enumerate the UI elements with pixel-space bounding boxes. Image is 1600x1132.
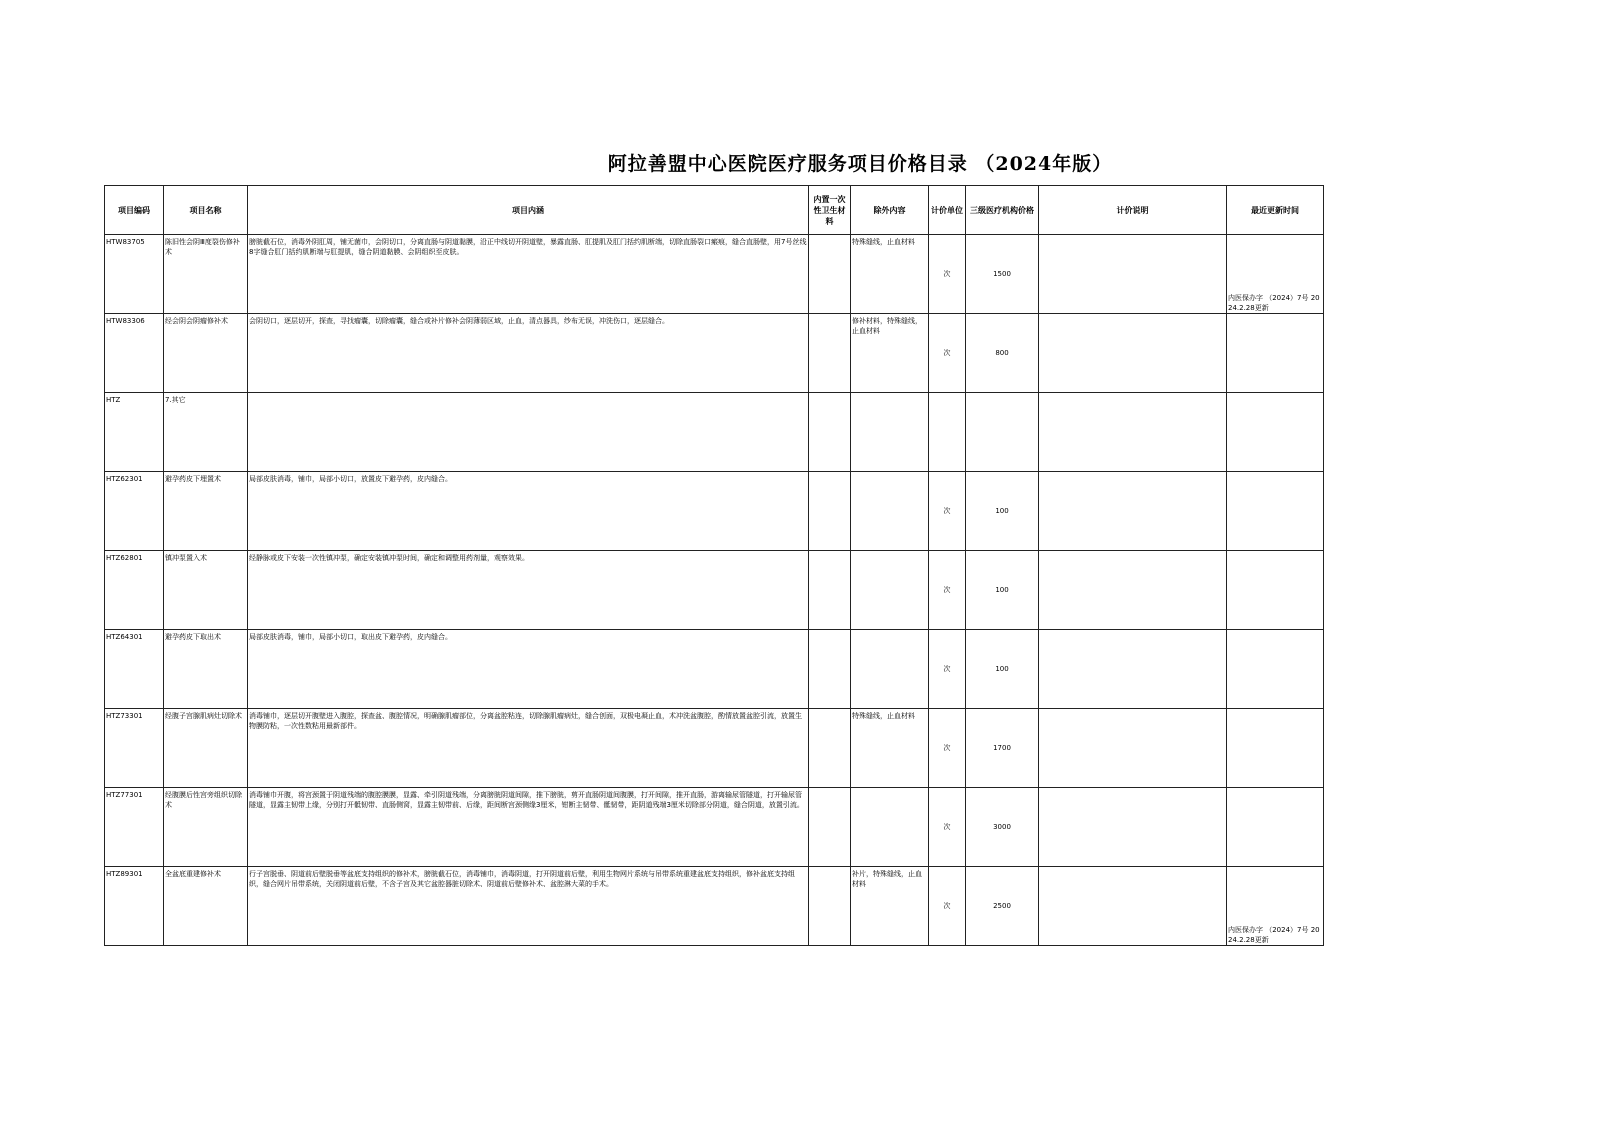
cell-price: 100 — [966, 472, 1039, 551]
cell-disposable — [809, 867, 851, 946]
header-content: 项目内涵 — [248, 186, 809, 235]
table-row — [105, 630, 1324, 709]
header-updated: 最近更新时间 — [1227, 186, 1324, 235]
header-code: 项目编码 — [105, 186, 164, 235]
cell-name: 镇冲泵置入术 — [164, 551, 248, 630]
header-price: 三级医疗机构价格 — [966, 186, 1039, 235]
cell-note — [1039, 472, 1227, 551]
cell-content: 局部皮肤消毒，铺巾，局部小切口，取出皮下避孕药，皮内缝合。 — [248, 630, 809, 709]
header-disposable: 内置一次性卫生材料 — [809, 186, 851, 235]
cell-disposable — [809, 551, 851, 630]
cell-name: 陈旧性会阴Ⅲ度裂伤修补术 — [164, 235, 248, 314]
cell-price: 1500 — [966, 235, 1039, 314]
cell-note — [1039, 393, 1227, 472]
cell-code: HTZ — [105, 393, 164, 472]
header-note: 计价说明 — [1039, 186, 1227, 235]
cell-updated — [1227, 551, 1324, 630]
cell-updated — [1227, 630, 1324, 709]
cell-content: 消毒铺巾，逐层切开腹壁进入腹腔，探查盆、腹腔情况，明确腺肌瘤部位，分离盆腔粘连，切除腺肌瘤病灶，缝合创面，双极电凝止血，术冲洗盆腹腔，酌情放置盆腔引流，放置生物膜防粘，一次性数粘用最新部件。 — [248, 709, 809, 788]
cell-unit: 次 — [929, 235, 966, 314]
cell-note — [1039, 314, 1227, 393]
cell-code: HTZ73301 — [105, 709, 164, 788]
cell-name: 经会阴会阴瘤修补术 — [164, 314, 248, 393]
cell-content: 经静脉或皮下安装一次性镇冲泵，确定安装镇冲泵时间，确定和调整用药剂量，观察效果。 — [248, 551, 809, 630]
table-body — [105, 235, 1324, 946]
cell-updated — [1227, 314, 1324, 393]
table-row — [105, 709, 1324, 788]
cell-unit: 次 — [929, 551, 966, 630]
page-title: 阿拉善盟中心医院医疗服务项目价格目录 （2024年版） — [607, 153, 1113, 175]
cell-disposable — [809, 472, 851, 551]
cell-disposable — [809, 393, 851, 472]
cell-unit: 次 — [929, 630, 966, 709]
table-row — [105, 867, 1324, 946]
cell-content: 局部皮肤消毒，铺巾，局部小切口，放置皮下避孕药，皮内缝合。 — [248, 472, 809, 551]
cell-content: 会阴切口，逐层切开，探查，寻找瘤囊，切除瘤囊，缝合或补片修补会阴薄弱区域，止血，清点器具，纱布无误，冲洗伤口，逐层缝合。 — [248, 314, 809, 393]
cell-name: 7.其它 — [164, 393, 248, 472]
cell-unit: 次 — [929, 472, 966, 551]
cell-code: HTZ62801 — [105, 551, 164, 630]
cell-disposable — [809, 630, 851, 709]
cell-unit: 次 — [929, 709, 966, 788]
cell-price: 2500 — [966, 867, 1039, 946]
cell-content: 行子宫脱垂、阴道前后壁脱垂等盆底支持组织的修补术，膀胱截石位，消毒铺巾，消毒阴道，打开阴道前后壁，利用生物网片系统与吊带系统重建盆底支持组织，修补盆底支持组织，缝合网片吊带系统，关闭阴道前后壁，不含子宫及其它盆腔器脏切除术、阴道前后壁修补术、盆腔淋大菜的手术。 — [248, 867, 809, 946]
cell-name: 全盆底重建修补术 — [164, 867, 248, 946]
cell-disposable — [809, 788, 851, 867]
cell-name: 避孕药皮下取出术 — [164, 630, 248, 709]
cell-excluded: 特殊缝线，止血材料 — [851, 709, 929, 788]
cell-excluded — [851, 472, 929, 551]
cell-excluded — [851, 630, 929, 709]
cell-code: HTW83705 — [105, 235, 164, 314]
header-excluded: 除外内容 — [851, 186, 929, 235]
cell-note — [1039, 788, 1227, 867]
header-name: 项目名称 — [164, 186, 248, 235]
table-row — [105, 788, 1324, 867]
cell-disposable — [809, 709, 851, 788]
cell-content: 膀胱截石位，消毒外阴肛周，铺无菌巾，会阴切口，分离直肠与阴道黏膜，沿正中线切开阴道壁，暴露直肠、肛提肌及肛门括约肌断端，切除直肠裂口瘢痕，缝合直肠壁，用7号丝线8字缝合肛门括约肌断端与肛提肌，缝合阴道黏膜、会阴组织至皮肤。 — [248, 235, 809, 314]
cell-content — [248, 393, 809, 472]
cell-updated: 内医保办字 （2024）7号 2024.2.28更新 — [1227, 867, 1324, 946]
table-header-row — [105, 186, 1324, 235]
cell-note — [1039, 235, 1227, 314]
cell-note — [1039, 867, 1227, 946]
cell-disposable — [809, 314, 851, 393]
cell-name: 经腹膜后性宫旁组织切除术 — [164, 788, 248, 867]
cell-unit — [929, 393, 966, 472]
cell-excluded: 补片，特殊缝线，止血材料 — [851, 867, 929, 946]
cell-updated — [1227, 788, 1324, 867]
header-unit: 计价单位 — [929, 186, 966, 235]
cell-updated — [1227, 472, 1324, 551]
table-row — [105, 472, 1324, 551]
table-row — [105, 314, 1324, 393]
cell-name: 避孕药皮下埋置术 — [164, 472, 248, 551]
cell-code: HTZ89301 — [105, 867, 164, 946]
cell-excluded — [851, 393, 929, 472]
cell-unit: 次 — [929, 867, 966, 946]
cell-price: 3000 — [966, 788, 1039, 867]
table-row — [105, 551, 1324, 630]
cell-code: HTZ62301 — [105, 472, 164, 551]
cell-price — [966, 393, 1039, 472]
table-row — [105, 393, 1324, 472]
cell-name: 经腹子宫腺肌病灶切除术 — [164, 709, 248, 788]
cell-excluded: 特殊缝线，止血材料 — [851, 235, 929, 314]
cell-updated: 内医保办字 （2024）7号 2024.2.28更新 — [1227, 235, 1324, 314]
cell-note — [1039, 630, 1227, 709]
cell-content: 消毒铺巾开腹，将宫颈置于阴道残端的腹腔膜膜，显露、牵引阴道残端，分离膀胱阴道间隙，推下膀胱，剪开直肠阴道间腹膜，打开间隙，推开直肠，游离输尿管隧道，打开输尿管隧道，显露主韧带上缘，分别打开骶韧带、直肠侧窝，显露主韧带前、后缘，距间断宫颈侧缘3厘米，钳断主韧带、骶韧带，距阴道残端3厘米切除部分阴道，缝合阴道，放置引流。 — [248, 788, 809, 867]
cell-excluded: 修补材料，特殊缝线，止血材料 — [851, 314, 929, 393]
table-row — [105, 235, 1324, 314]
cell-unit: 次 — [929, 788, 966, 867]
cell-code: HTW83306 — [105, 314, 164, 393]
price-table — [104, 185, 1324, 946]
cell-price: 800 — [966, 314, 1039, 393]
cell-unit: 次 — [929, 314, 966, 393]
cell-updated — [1227, 393, 1324, 472]
cell-note — [1039, 551, 1227, 630]
cell-excluded — [851, 788, 929, 867]
cell-updated — [1227, 709, 1324, 788]
cell-code: HTZ77301 — [105, 788, 164, 867]
cell-price: 100 — [966, 551, 1039, 630]
cell-note — [1039, 709, 1227, 788]
cell-excluded — [851, 551, 929, 630]
cell-price: 100 — [966, 630, 1039, 709]
cell-price: 1700 — [966, 709, 1039, 788]
cell-code: HTZ64301 — [105, 630, 164, 709]
cell-disposable — [809, 235, 851, 314]
